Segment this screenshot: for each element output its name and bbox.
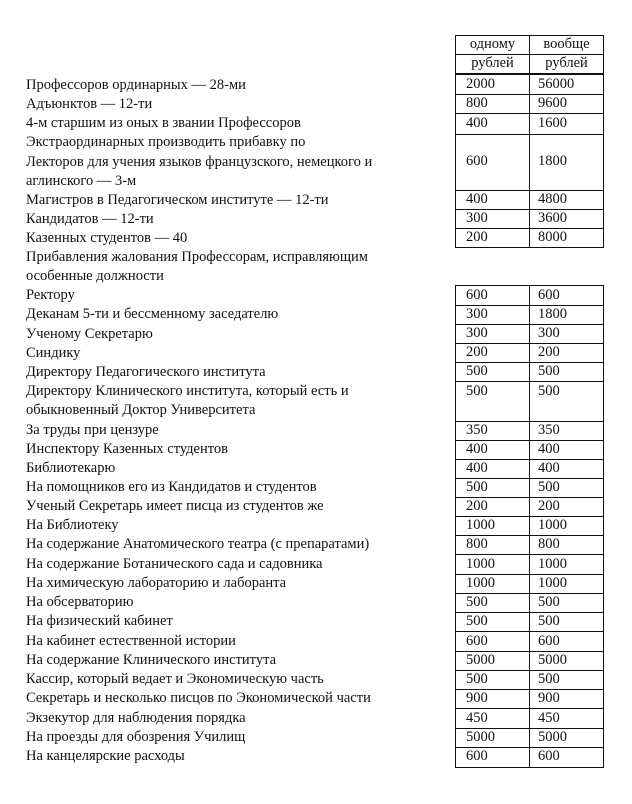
row-label: Ректору <box>26 287 75 303</box>
value-total: 5000 <box>538 729 567 745</box>
value-total: 500 <box>538 363 560 379</box>
row-label: Деканам 5-ти и бессменному заседателю <box>26 306 279 322</box>
row-label: На помощников его из Кандидатов и студентов <box>26 479 317 495</box>
value-per-one: 1000 <box>466 575 495 591</box>
value-per-one: 900 <box>466 690 488 706</box>
row-label: Кассир, который ведает и Экономическую часть <box>26 671 324 687</box>
value-per-one: 400 <box>466 441 488 457</box>
value-per-one: 200 <box>466 229 488 245</box>
value-total: 900 <box>538 690 560 706</box>
row-label: Ученому Секретарю <box>26 326 153 342</box>
value-per-one: 500 <box>466 671 488 687</box>
value-total: 200 <box>538 344 560 360</box>
row-label: Директору Педагогического института <box>26 364 266 380</box>
row-label: На Библиотеку <box>26 517 119 533</box>
value-per-one: 600 <box>466 153 488 169</box>
value-total: 600 <box>538 633 560 649</box>
header-col1-top: одному <box>469 36 516 52</box>
value-total: 300 <box>538 325 560 341</box>
header-col1-bottom: рублей <box>471 55 514 71</box>
value-per-one: 500 <box>466 479 488 495</box>
value-per-one: 300 <box>466 306 488 322</box>
row-label: Экзекутор для наблюдения порядка <box>26 710 246 726</box>
value-total: 800 <box>538 536 560 552</box>
row-label: обыкновенный Доктор Университета <box>26 402 256 418</box>
value-total: 500 <box>538 594 560 610</box>
header-col2-top: вообще <box>543 36 590 52</box>
row-label: 4-м старшим из оных в звании Профессоров <box>26 115 301 131</box>
value-total: 1600 <box>538 115 567 131</box>
block-expenses-divider <box>529 285 530 768</box>
value-total: 400 <box>538 460 560 476</box>
row-label: Казенных студентов — 40 <box>26 230 188 246</box>
value-per-one: 1000 <box>466 517 495 533</box>
value-per-one: 500 <box>466 594 488 610</box>
value-per-one: 2000 <box>466 76 495 92</box>
value-total: 500 <box>538 479 560 495</box>
row-label: аглинского — 3-м <box>26 173 137 189</box>
row-label: На проезды для обозрения Училищ <box>26 729 246 745</box>
row-label: Инспектору Казенных студентов <box>26 441 228 457</box>
value-per-one: 600 <box>466 748 488 764</box>
value-per-one: 200 <box>466 344 488 360</box>
value-total: 1800 <box>538 306 567 322</box>
value-total: 600 <box>538 748 560 764</box>
row-label: Секретарь и несколько писцов по Экономической части <box>26 690 371 706</box>
value-per-one: 400 <box>466 115 488 131</box>
row-label: Лекторов для учения языков французского, немецкого и <box>26 154 373 170</box>
row-label: Адъюнктов — 12-ти <box>26 96 153 112</box>
value-per-one: 1000 <box>466 556 495 572</box>
value-total: 56000 <box>538 76 575 92</box>
row-label: На физический кабинет <box>26 613 173 629</box>
value-per-one: 500 <box>466 363 488 379</box>
value-per-one: 800 <box>466 536 488 552</box>
row-label: На кабинет естественной истории <box>26 633 236 649</box>
value-per-one: 400 <box>466 191 488 207</box>
value-per-one: 600 <box>466 633 488 649</box>
value-total: 450 <box>538 710 560 726</box>
row-label: На содержание Клинического института <box>26 652 277 668</box>
value-total: 600 <box>538 287 560 303</box>
row-label: Магистров в Педагогическом институте — 12-ти <box>26 192 329 208</box>
value-per-one: 400 <box>466 460 488 476</box>
value-total: 1000 <box>538 575 567 591</box>
row-label: Директору Клинического института, который есть и <box>26 383 349 399</box>
value-per-one: 800 <box>466 95 488 111</box>
value-total: 500 <box>538 613 560 629</box>
row-label: На содержание Анатомического театра (с препаратами) <box>26 536 370 552</box>
row-label: Синдику <box>26 345 81 361</box>
value-total: 1800 <box>538 153 567 169</box>
value-per-one: 5000 <box>466 729 495 745</box>
value-total: 350 <box>538 422 560 438</box>
value-per-one: 200 <box>466 498 488 514</box>
value-total: 3600 <box>538 210 567 226</box>
value-per-one: 350 <box>466 422 488 438</box>
row-label: На химическую лабораторию и лаборанта <box>26 575 287 591</box>
value-total: 1000 <box>538 517 567 533</box>
value-per-one: 5000 <box>466 652 495 668</box>
row-label: Экстраординарных производить прибавку по <box>26 134 306 150</box>
value-total: 500 <box>538 383 560 399</box>
value-per-one: 300 <box>466 210 488 226</box>
value-total: 9600 <box>538 95 567 111</box>
row-label: Кандидатов — 12-ти <box>26 211 154 227</box>
value-total: 1000 <box>538 556 567 572</box>
row-label: особенные должности <box>26 268 164 284</box>
row-label: Прибавления жалования Профессорам, исправляющим <box>26 249 368 265</box>
value-total: 5000 <box>538 652 567 668</box>
row-rule <box>455 134 604 135</box>
value-per-one: 600 <box>466 287 488 303</box>
header-col2-bottom: рублей <box>545 55 588 71</box>
row-label: На обсерваторию <box>26 594 134 610</box>
row-label: На канцелярские расходы <box>26 748 185 764</box>
row-label: На содержание Ботанического сада и садовника <box>26 556 323 572</box>
value-total: 200 <box>538 498 560 514</box>
row-label: Библиотекарю <box>26 460 116 476</box>
value-total: 400 <box>538 441 560 457</box>
value-per-one: 450 <box>466 710 488 726</box>
row-label: Ученый Секретарь имеет писца из студентов же <box>26 498 324 514</box>
value-per-one: 500 <box>466 383 488 399</box>
row-label: Профессоров ординарных — 28-ми <box>26 77 246 93</box>
value-total: 8000 <box>538 229 567 245</box>
value-total: 500 <box>538 671 560 687</box>
row-label: За труды при цензуре <box>26 422 159 438</box>
value-per-one: 300 <box>466 325 488 341</box>
block-salaries-divider <box>529 74 530 248</box>
value-total: 4800 <box>538 191 567 207</box>
value-per-one: 500 <box>466 613 488 629</box>
